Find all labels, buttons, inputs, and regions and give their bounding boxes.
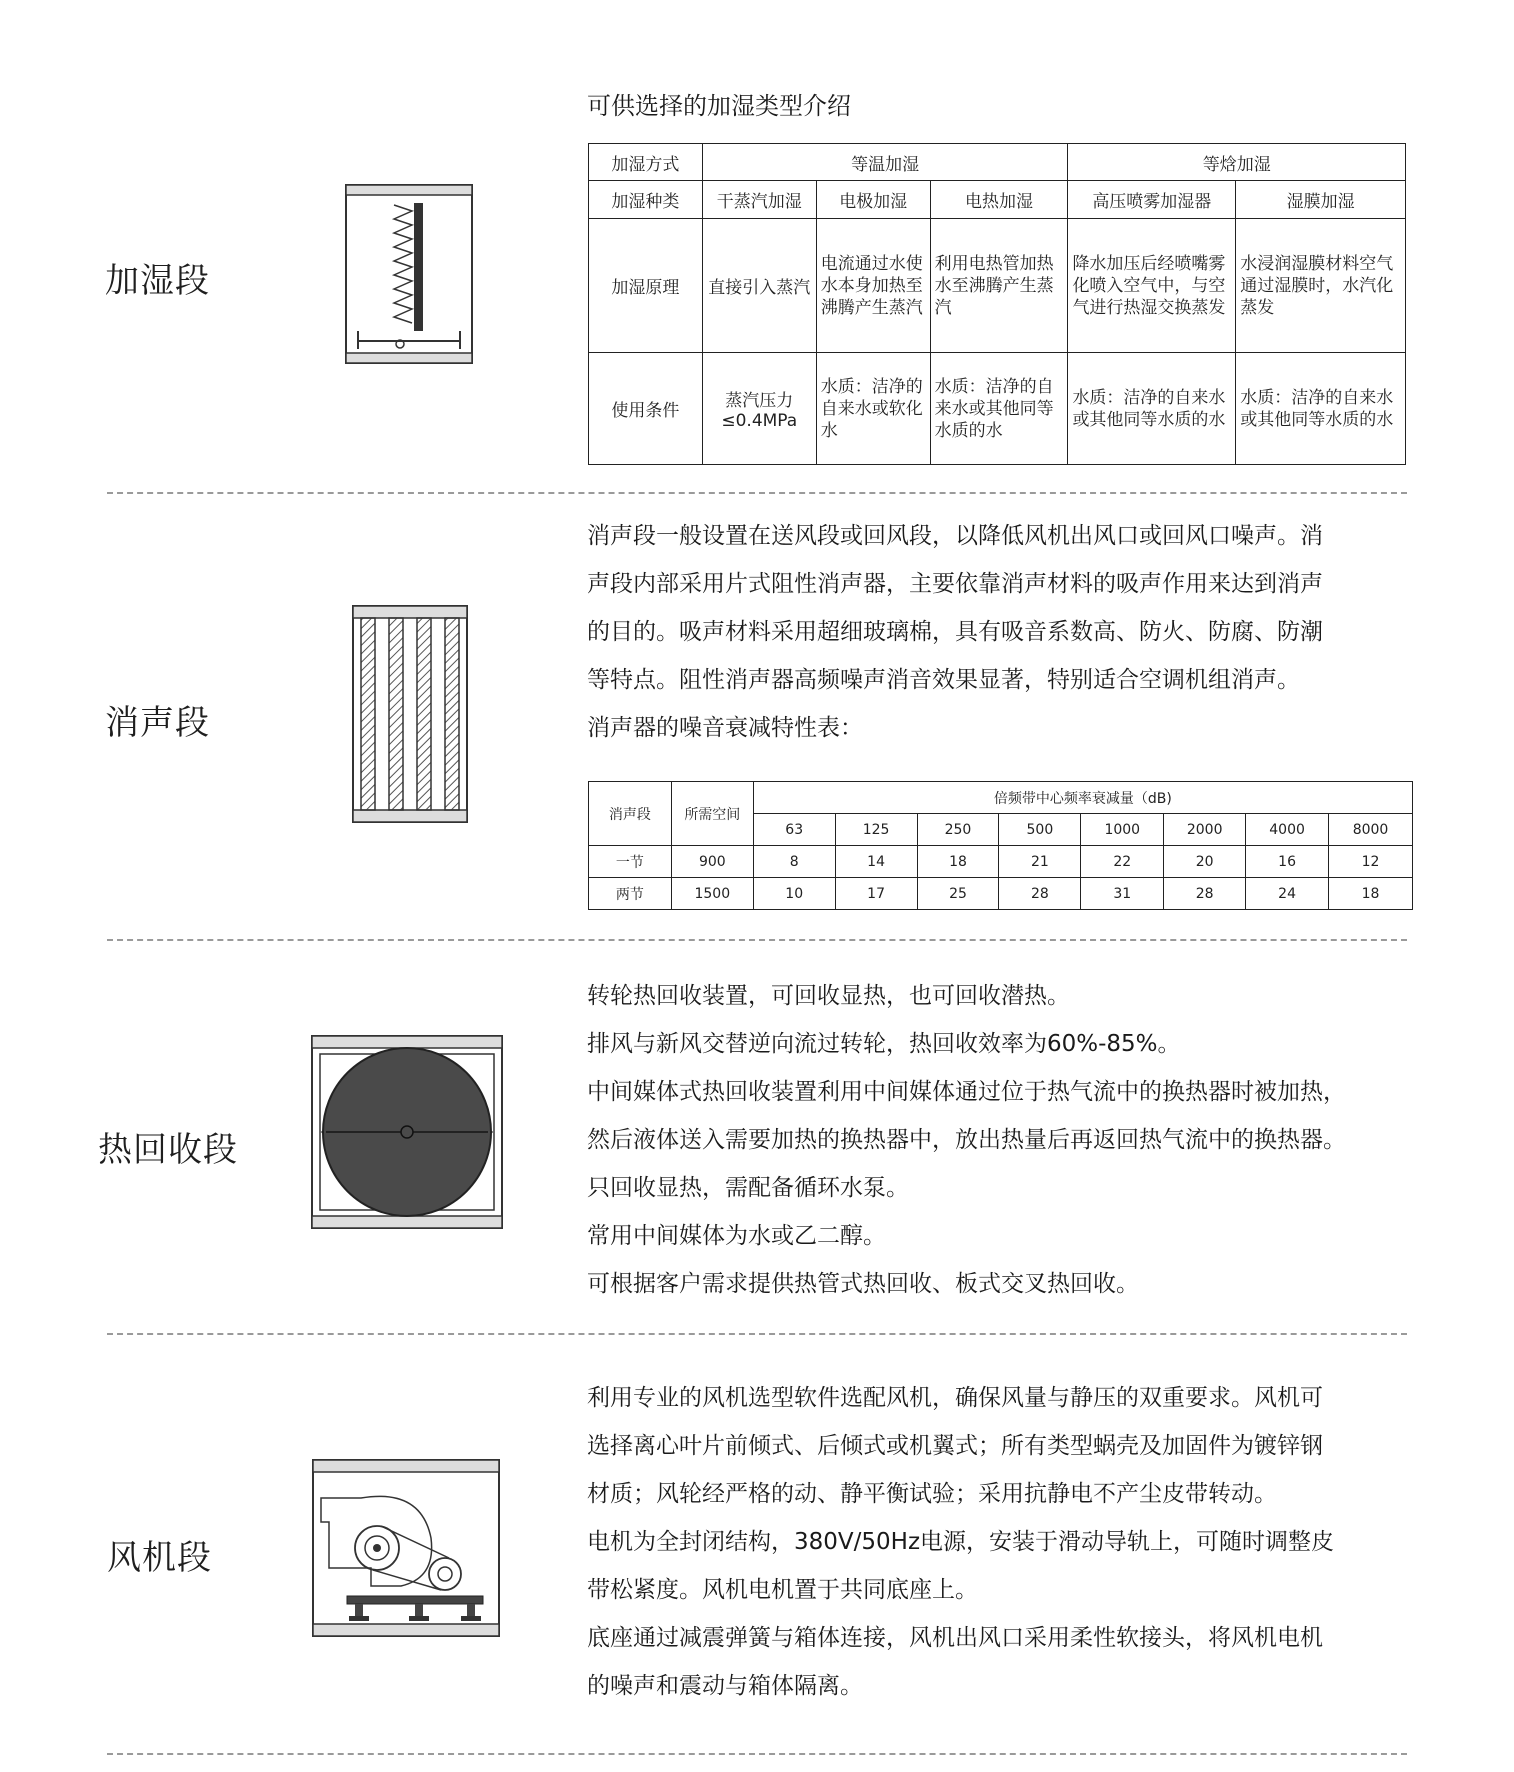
type-cell: 电极加湿 [816,181,930,219]
condition-cell: 水质：洁净的自来水或软化水 [816,353,930,465]
type-cell: 干蒸汽加湿 [702,181,816,219]
heat-wheel-diagram-icon [310,1034,504,1230]
attenuation-value: 31 [1081,878,1164,910]
principle-cell: 降水加压后经喷嘴雾化喷入空气中，与空气进行热湿交换蒸发 [1068,219,1236,353]
attenuation-value: 17 [835,878,917,910]
table-row-label: 加湿方式 [589,144,703,181]
attenuation-value: 24 [1246,878,1329,910]
paragraph-line: 底座通过减震弹簧与箱体连接，风机出风口采用柔性软接头，将风机电机 [587,1625,1323,1651]
noise-attenuation-table [588,781,1413,910]
paragraph-line: 然后液体送入需要加热的换热器中，放出热量后再返回热气流中的换热器。 [587,1127,1346,1153]
principle-cell: 电流通过水使水本身加热至沸腾产生蒸汽 [816,219,930,353]
frequency-header: 500 [999,814,1081,846]
paragraph-line: 常用中间媒体为水或乙二醇。 [587,1223,886,1249]
paragraph-line: 可根据客户需求提供热管式热回收、板式交叉热回收。 [587,1271,1139,1297]
principle-cell: 直接引入蒸汽 [702,219,816,353]
row-space: 900 [671,846,753,878]
frequency-header: 63 [753,814,835,846]
fan-description [587,1374,1417,1710]
paragraph-line: 消声器的噪音衰减特性表： [587,715,863,741]
attenuation-value: 8 [753,846,835,878]
section-divider [107,1333,1407,1335]
silencer-section-title: 消声段 [105,703,210,743]
attenuation-value: 14 [835,846,917,878]
frequency-header: 250 [917,814,999,846]
paragraph-line: 电机为全封闭结构，380V/50Hz电源，安装于滑动导轨上，可随时调整皮 [587,1529,1335,1555]
paragraph-line: 中间媒体式热回收装置利用中间媒体通过位于热气流中的换热器时被加热， [587,1079,1346,1105]
condition-cell: 水质：洁净的自来水或其他同等水质的水 [1236,353,1406,465]
attenuation-value: 12 [1329,846,1413,878]
attenuation-value: 20 [1164,846,1246,878]
paragraph-line: 材质；风轮经严格的动、静平衡试验；采用抗静电不产尘皮带转动。 [587,1481,1277,1507]
heat-recovery-description [587,972,1417,1308]
attenuation-value: 18 [917,846,999,878]
silencer-diagram-icon [351,604,469,824]
attenuation-value: 25 [917,878,999,910]
frequency-header: 2000 [1164,814,1246,846]
frequency-header: 8000 [1329,814,1413,846]
attenuation-value: 22 [1081,846,1164,878]
attenuation-value: 10 [753,878,835,910]
paragraph-line: 排风与新风交替逆向流过转轮，热回收效率为60%-85%。 [587,1031,1181,1057]
silencer-description [587,512,1417,752]
section-divider [107,492,1407,494]
paragraph-line: 利用专业的风机选型软件选配风机，确保风量与静压的双重要求。风机可 [587,1385,1323,1411]
paragraph-line: 的目的。吸声材料采用超细玻璃棉，具有吸音系数高、防火、防腐、防潮 [587,619,1323,645]
attenuation-value: 28 [1164,878,1246,910]
condition-cell: 水质：洁净的自来水或其他同等水质的水 [930,353,1068,465]
paragraph-line: 声段内部采用片式阻性消声器，主要依靠消声材料的吸声作用来达到消声 [587,571,1323,597]
type-cell: 电热加湿 [930,181,1068,219]
type-cell: 湿膜加湿 [1236,181,1406,219]
table-row-label: 加湿种类 [589,181,703,219]
frequency-header: 4000 [1246,814,1329,846]
condition-cell: 水质：洁净的自来水或其他同等水质的水 [1068,353,1236,465]
type-cell: 高压喷雾加湿器 [1068,181,1236,219]
col-header-space: 所需空间 [671,782,753,846]
humidification-types-heading: 可供选择的加湿类型介绍 [587,92,851,120]
paragraph-line: 带松紧度。风机电机置于共同底座上。 [587,1577,978,1603]
frequency-header: 1000 [1081,814,1164,846]
attenuation-value: 21 [999,846,1081,878]
fan-diagram-icon [311,1458,501,1638]
humidification-table [588,143,1406,465]
paragraph-line: 消声段一般设置在送风段或回风段，以降低风机出风口或回风口噪声。消 [587,523,1323,549]
heat-recovery-section-title: 热回收段 [98,1130,238,1170]
section-divider [107,1753,1407,1755]
paragraph-line: 只回收显热，需配备循环水泵。 [587,1175,909,1201]
table-row [589,846,1413,878]
principle-cell: 水浸润湿膜材料空气通过湿膜时，水汽化蒸发 [1236,219,1406,353]
attenuation-value: 16 [1246,846,1329,878]
table-row-label: 使用条件 [589,353,703,465]
col-header-section: 消声段 [589,782,672,846]
table-row [589,878,1413,910]
attenuation-value: 18 [1329,878,1413,910]
paragraph-line: 转轮热回收装置，可回收显热，也可回收潜热。 [587,983,1070,1009]
principle-cell: 利用电热管加热水至沸腾产生蒸汽 [930,219,1068,353]
col-header-band: 倍频带中心频率衰减量（dB) [753,782,1412,814]
humidifier-section-title: 加湿段 [105,261,210,301]
fan-section-title: 风机段 [107,1538,212,1578]
paragraph-line: 等特点。阻性消声器高频噪声消音效果显著，特别适合空调机组消声。 [587,667,1300,693]
attenuation-value: 28 [999,878,1081,910]
isothermal-header: 等温加湿 [702,144,1068,181]
isenthalpic-header: 等焓加湿 [1068,144,1406,181]
humidifier-diagram-icon [344,183,474,365]
row-name: 一节 [589,846,672,878]
paragraph-line: 的噪声和震动与箱体隔离。 [587,1673,863,1699]
condition-cell: 蒸汽压力≤0.4MPa [702,353,816,465]
row-space: 1500 [671,878,753,910]
row-name: 两节 [589,878,672,910]
table-row-label: 加湿原理 [589,219,703,353]
paragraph-line: 选择离心叶片前倾式、后倾式或机翼式；所有类型蜗壳及加固件为镀锌钢 [587,1433,1323,1459]
section-divider [107,939,1407,941]
frequency-header: 125 [835,814,917,846]
